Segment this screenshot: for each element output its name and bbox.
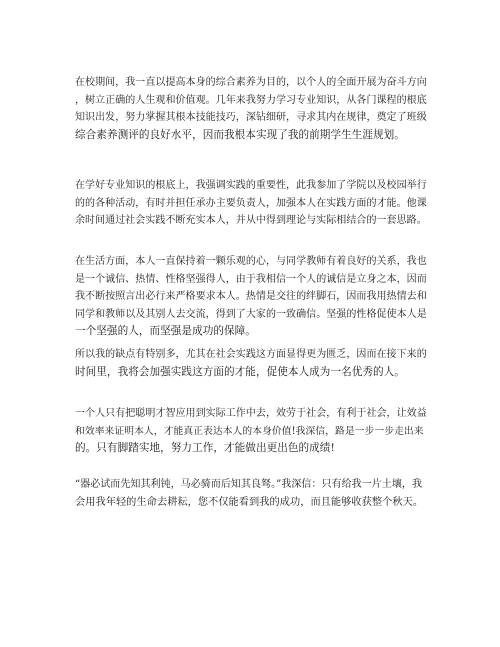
paragraph-line: 是一个诚信、热情、性格坚强得人，由于我相信一个人的诚信是立身之本，因而 [75, 273, 427, 285]
paragraph-value [75, 405, 425, 458]
paragraph-line: 在生活方面，本人一直保持着一颗乐观的心，与同学教师有着良好的关系，我也 [75, 256, 427, 267]
paragraph-line: 一个坚强的人，而坚强是成功的保障。 [75, 325, 256, 338]
paragraph-closing-quote [75, 476, 425, 511]
paragraph-line: ，树立正确的人生观和价值观。几年来我努力学习专业知识，从各门课程的根底 [75, 94, 427, 106]
paragraph-line: 在学好专业知识的根底上，我强调实践的重要性，此我参加了学院以及校园举行 [75, 180, 427, 191]
paragraph-line: 时间里，我将会加强实践这方面的才能，促使本人成为一名优秀的人。 [75, 365, 405, 378]
paragraph-line: 会用我年轻的生命去耕耘，您不仅能看到我的成功，而且能够收获整个秋天。 [75, 496, 424, 508]
paragraph-line: 的。只有脚踏实地，努力工作，才能做出更出色的成绩! [75, 442, 335, 455]
paragraph-line: “器必试而先知其利钝，马必骑而后知其良驽。”我深信：只有给我一片土壤，我 [75, 479, 423, 490]
paragraph-study [75, 74, 425, 144]
paragraph-line: 的的各种活动，有时并担任承办主要负责人，加强本人在实践方面的才能。他课 [75, 197, 427, 209]
paragraph-line: 余时间通过社会实践不断充实本人，并从中得到理论与实际相结合的一套思路。 [75, 215, 427, 227]
paragraph-line: 和效率来证明本人，才能真正表达本人的本身价值!我深信，路是一步一步走出来 [75, 425, 424, 437]
paragraph-line: 综合素养测评的良好水平，因而我根本实现了我的前期学生生涯规划。 [75, 128, 405, 141]
paragraph-line: 同学和教师以及其别人去交流，得到了大家的一致确信。坚强的性格促使本人是 [75, 308, 427, 320]
paragraph-life [75, 253, 425, 341]
paragraph-line: 一个人只有把聪明才智应用到实际工作中去，效劳于社会，有利于社会，让效益 [75, 408, 427, 419]
paragraph-shortcomings [75, 346, 425, 381]
paragraph-line: 所以我的缺点有特别多，尤其在社会实践这方面显得更为匮乏，因而在接下来的 [75, 349, 427, 360]
paragraph-line: 我不断按照言出必行来严格要求本人。热情是交往的绊脚石，因而我用热情去和 [75, 291, 427, 303]
paragraph-practice [75, 177, 425, 230]
paragraph-line: 知识出发，努力掌握其根本技能技巧，深钻细研，寻求其内在规律，奠定了班级 [75, 112, 427, 124]
paragraph-line: 在校期间，我一直以提高本身的综合素养为目的，以个人的全面开展为奋斗方向 [75, 77, 427, 88]
